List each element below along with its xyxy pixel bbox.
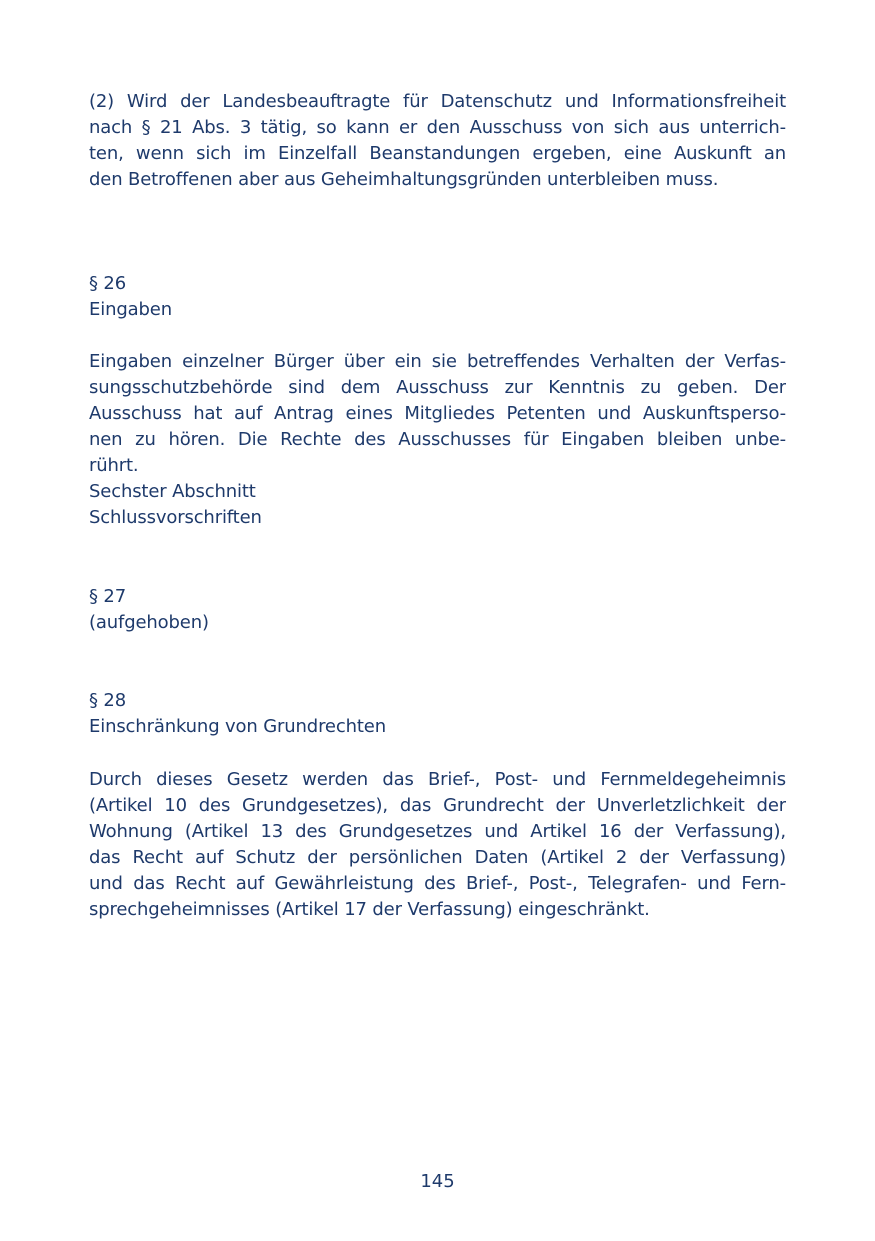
chapter-title: Schlussvorschriften [89, 507, 262, 528]
text-line: (2) Wird der Landesbeauftragte für Datenschutz und Informationsfreiheit [89, 91, 786, 112]
chapter-label: Sechster Abschnitt [89, 481, 256, 502]
text-line: den Betroffenen aber aus Geheimhaltungsgründen unterbleiben muss. [89, 169, 719, 190]
text-line: Wohnung (Artikel 13 des Grundgesetzes und Artikel 16 der Verfassung), [89, 821, 786, 842]
section-title: Einschränkung von Grundrechten [89, 716, 386, 737]
text-line: Durch dieses Gesetz werden das Brief-, Post- und Fernmeldegeheimnis [89, 769, 786, 790]
section-title: Eingaben [89, 299, 172, 320]
text-line: sprechgeheimnisses (Artikel 17 der Verfassung) eingeschränkt. [89, 899, 650, 920]
text-line: (Artikel 10 des Grundgesetzes), das Grundrecht der Unverletzlichkeit der [89, 795, 786, 816]
text-line: sungsschutzbehörde sind dem Ausschuss zur Kenntnis zu geben. Der [89, 377, 786, 398]
text-line: und das Recht auf Gewährleistung des Brief-, Post-, Telegrafen- und Fern- [89, 873, 786, 894]
text-line: rührt. [89, 455, 139, 476]
section-number: § 28 [89, 690, 127, 711]
text-line: das Recht auf Schutz der persönlichen Daten (Artikel 2 der Verfassung) [89, 847, 786, 868]
section-number: § 26 [89, 273, 127, 294]
text-line: Eingaben einzelner Bürger über ein sie betreffendes Verhalten der Verfas- [89, 351, 786, 372]
page-number: 145 [420, 1171, 455, 1192]
text-line: ten, wenn sich im Einzelfall Beanstandungen ergeben, eine Auskunft an [89, 143, 786, 164]
text-line: Ausschuss hat auf Antrag eines Mitgliedes Petenten und Auskunftsperso- [89, 403, 786, 424]
section-title: (aufgehoben) [89, 612, 209, 633]
section-number: § 27 [89, 586, 127, 607]
text-line: nach § 21 Abs. 3 tätig, so kann er den Ausschuss von sich aus unterrich- [89, 117, 786, 138]
text-line: nen zu hören. Die Rechte des Ausschusses für Eingaben bleiben unbe- [89, 429, 786, 450]
